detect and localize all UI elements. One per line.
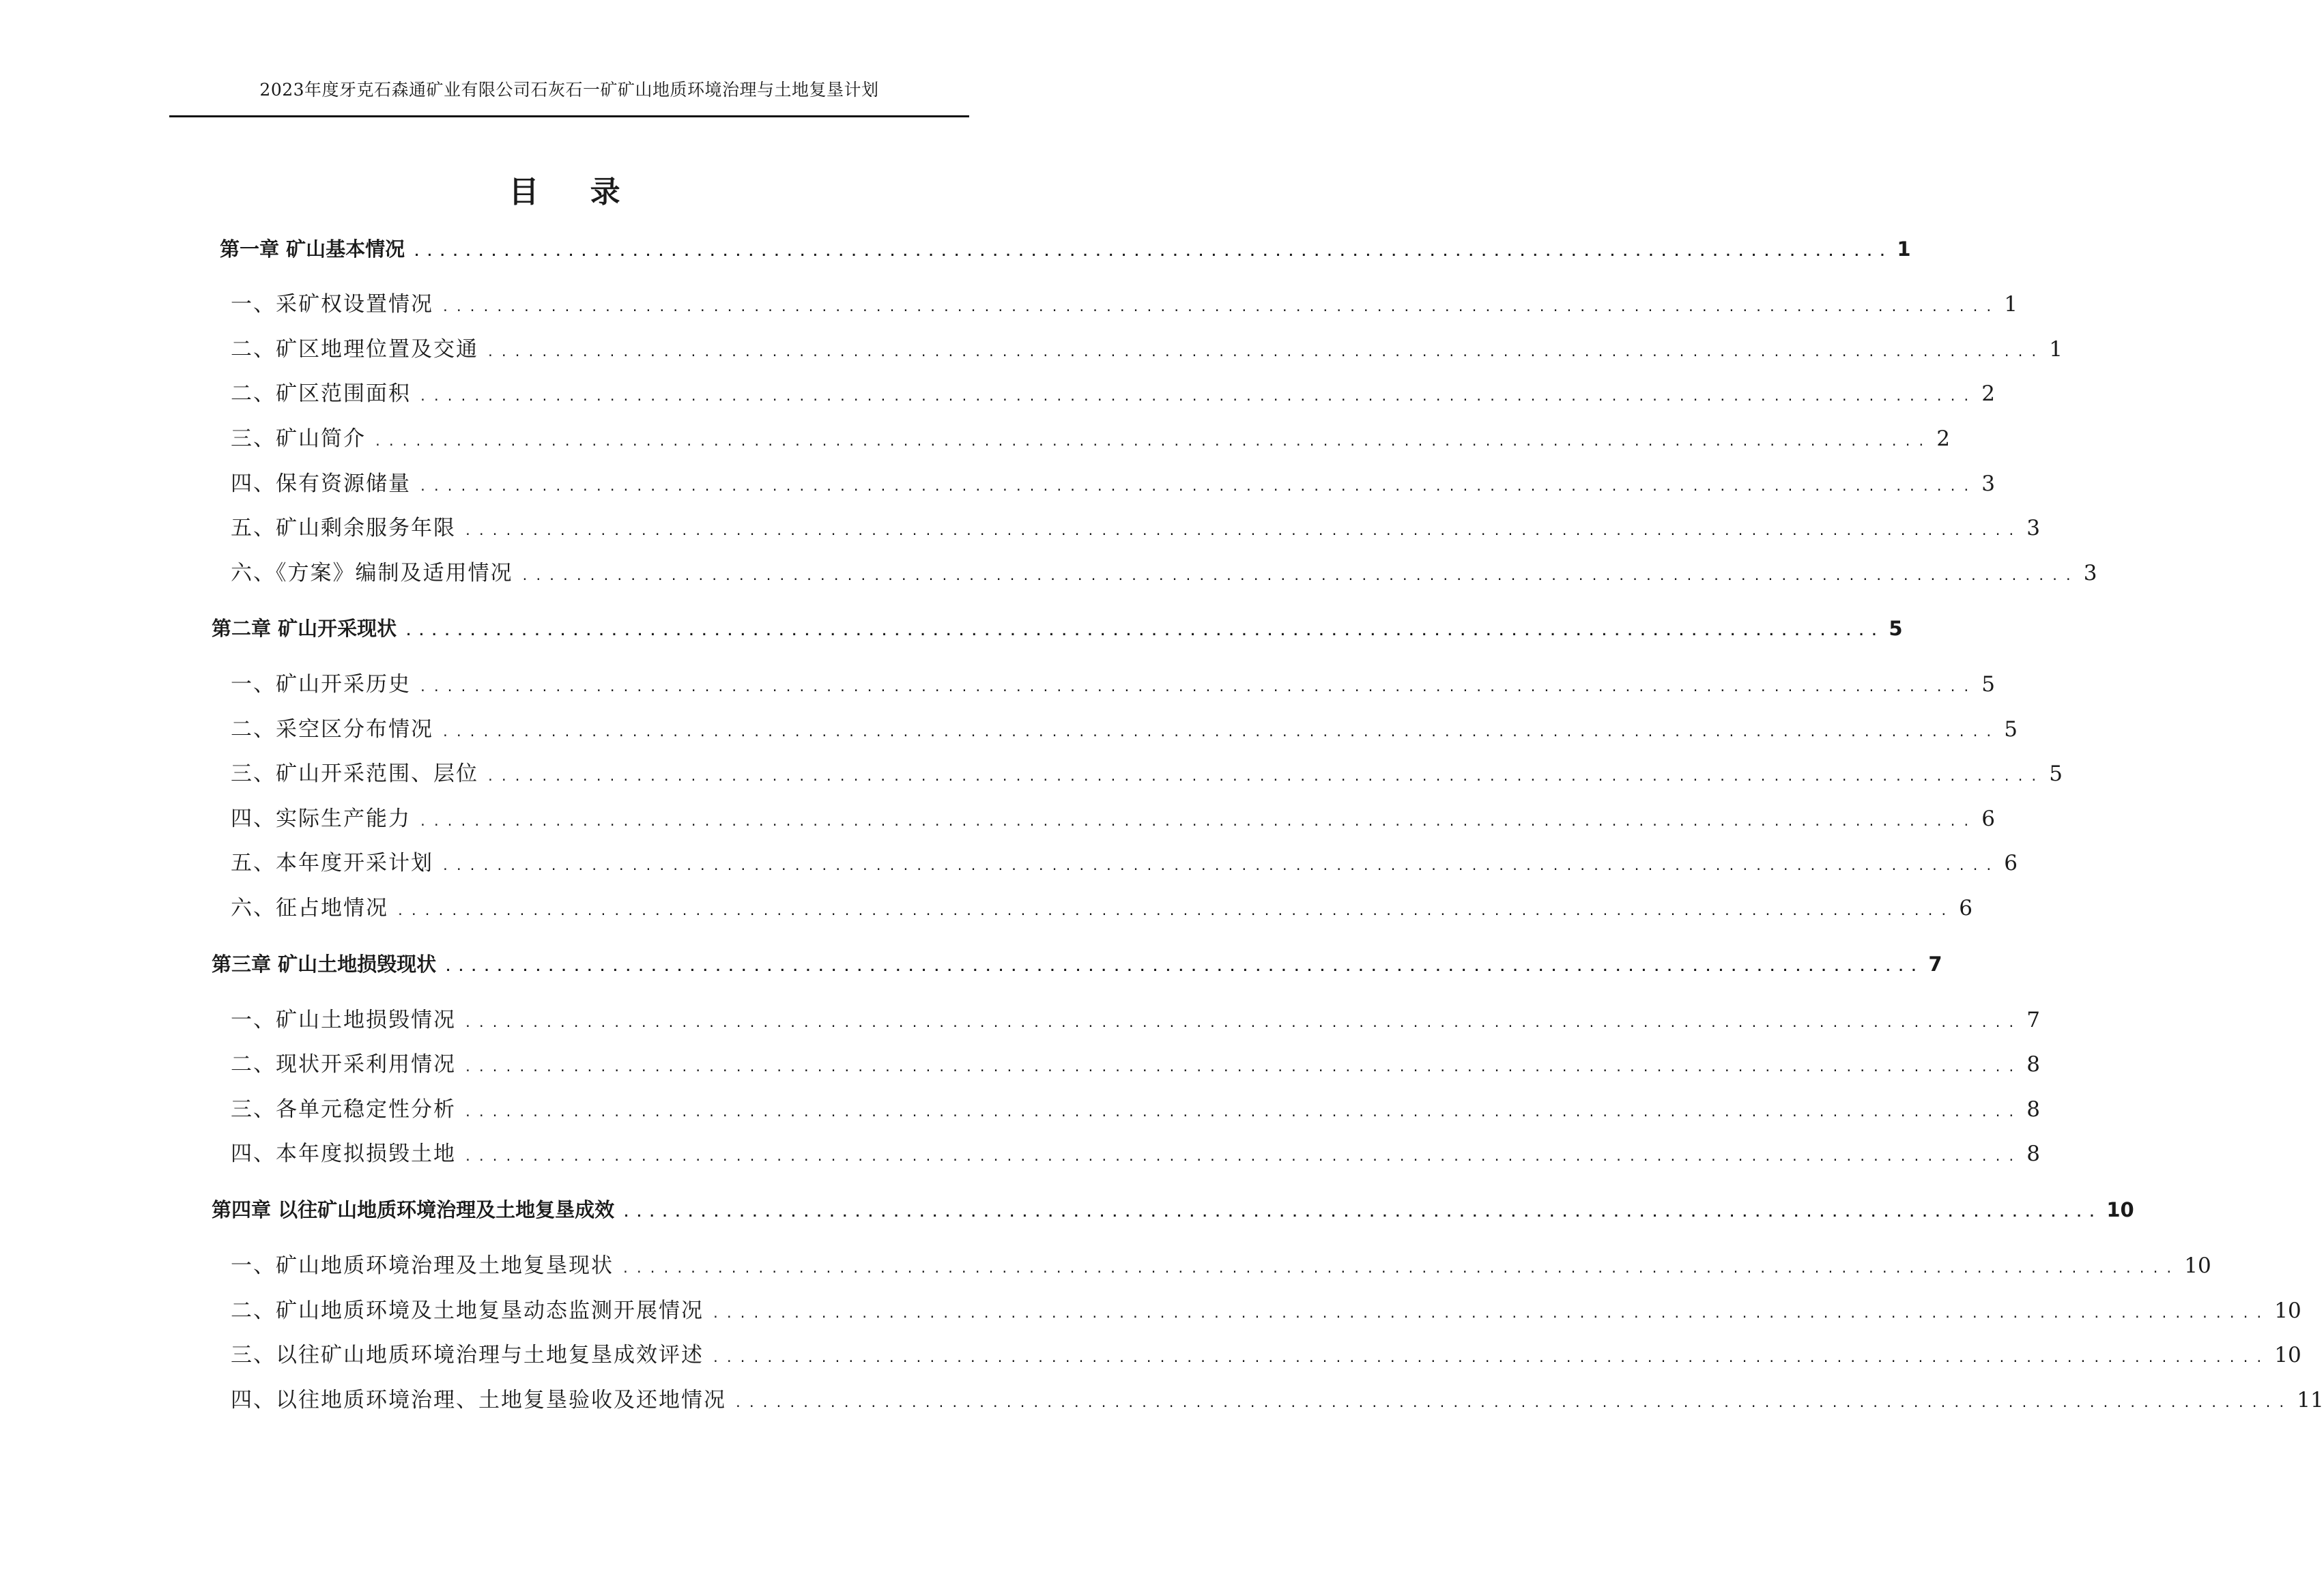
dot-leader: ................................................................................................................... xyxy=(374,435,1932,449)
dot-leader: ................................................................................................................... xyxy=(464,1150,2022,1164)
toc-section[interactable] xyxy=(231,1139,2040,1169)
toc-entry-label: 五、矿山剩余服务年限 xyxy=(231,516,456,540)
toc-section[interactable] xyxy=(231,893,1972,923)
toc-page-number: 3 xyxy=(2026,516,2040,540)
toc-entry-label: 六、《方案》编制及适用情况 xyxy=(231,561,513,585)
toc-page-number: 8 xyxy=(2026,1142,2040,1166)
toc-section[interactable] xyxy=(231,669,1995,699)
dot-leader: ................................................................................................................... xyxy=(734,1396,2292,1410)
toc-section[interactable] xyxy=(231,848,2018,878)
dot-leader: ................................................................................................................... xyxy=(442,859,1999,873)
dot-leader: ................................................................................................................... xyxy=(487,770,2044,784)
toc-entry-label: 四、本年度拟损毁土地 xyxy=(231,1142,456,1166)
toc-title: 目 录 xyxy=(508,175,641,209)
toc-page-number: 7 xyxy=(2026,1008,2040,1032)
toc-section[interactable] xyxy=(231,1094,2040,1125)
toc-entry-label: 一、矿山开采历史 xyxy=(231,672,411,697)
toc-section[interactable] xyxy=(231,289,2018,319)
toc-page-number: 1 xyxy=(1897,237,1911,261)
toc-entry-label: 三、各单元稳定性分析 xyxy=(231,1097,456,1122)
toc-page-number: 6 xyxy=(1981,807,1995,831)
toc-section[interactable] xyxy=(231,1049,2040,1079)
toc-entry-label: 二、现状开采利用情况 xyxy=(231,1052,456,1077)
toc-entry-label: 一、矿山地质环境治理及土地复垦现状 xyxy=(231,1253,614,1278)
toc-section[interactable] xyxy=(231,1296,2301,1326)
toc-entry-label: 三、矿山简介 xyxy=(231,426,366,451)
dot-leader: ................................................................................................................... xyxy=(487,345,2044,360)
toc-entry-label: 三、以往矿山地质环境治理与土地复垦成效评述 xyxy=(231,1343,704,1367)
toc-page-number: 1 xyxy=(2049,337,2063,362)
toc-page-number: 1 xyxy=(2004,292,2018,317)
dot-leader: ................................................................................................................... xyxy=(622,1262,2179,1276)
toc-section[interactable] xyxy=(231,1251,2211,1281)
toc-entry-label: 三、矿山开采范围、层位 xyxy=(231,761,478,786)
toc-page-number: 3 xyxy=(2083,561,2097,585)
toc-section[interactable] xyxy=(231,759,2063,789)
toc-section[interactable] xyxy=(231,558,2097,588)
toc-page-number: 2 xyxy=(1936,426,1950,451)
toc-section[interactable] xyxy=(231,714,2018,744)
toc-entry-label: 二、矿区地理位置及交通 xyxy=(231,337,478,362)
dot-leader: ................................................................................................................... xyxy=(442,725,1999,740)
toc-entry-label: 五、本年度开采计划 xyxy=(231,851,433,875)
dot-leader: ................................................................................................................... xyxy=(397,904,1954,918)
toc-page-number: 10 xyxy=(2274,1298,2301,1323)
dot-leader: ................................................................................................................... xyxy=(464,524,2022,538)
toc-page-number: 5 xyxy=(1981,672,1995,697)
toc-page-number: 8 xyxy=(2026,1052,2040,1077)
dot-leader: ................................................................................................................... xyxy=(419,680,1977,695)
toc-section[interactable] xyxy=(231,1005,2040,1035)
toc-entry-label: 第三章 矿山土地损毁现状 xyxy=(212,953,437,976)
toc-chapter-2[interactable] xyxy=(212,613,1903,643)
dot-leader: ................................................................................................................... xyxy=(712,1351,2269,1365)
toc-chapter-1[interactable] xyxy=(220,234,1911,264)
dot-leader: ................................................................................................................... xyxy=(442,300,1999,315)
toc-page-number: 6 xyxy=(2004,851,2018,875)
toc-section[interactable] xyxy=(231,804,1995,834)
toc-entry-label: 二、采空区分布情况 xyxy=(231,717,433,742)
dot-leader: ................................................................................................................... xyxy=(419,480,1977,494)
toc-entry-label: 一、矿山土地损毁情况 xyxy=(231,1008,456,1032)
toc-section[interactable] xyxy=(231,1340,2301,1370)
dot-leader: ................................................................................................................... xyxy=(419,390,1977,404)
toc-entry-label: 四、实际生产能力 xyxy=(231,807,411,831)
dot-leader: ................................................................................................................... xyxy=(444,960,1923,974)
toc-page-number: 2 xyxy=(1981,381,1995,406)
dot-leader: ................................................................................................................... xyxy=(521,569,2078,583)
toc-entry-label: 第一章 矿山基本情况 xyxy=(220,237,405,261)
toc-section[interactable] xyxy=(231,424,1950,454)
toc-page-number: 10 xyxy=(2274,1343,2301,1367)
toc-entry-label: 四、保有资源储量 xyxy=(231,471,411,496)
toc-page-number: 7 xyxy=(1928,953,1942,976)
toc-section[interactable] xyxy=(231,379,1995,409)
dot-leader: ................................................................................................................... xyxy=(413,245,1892,259)
toc-entry-label: 四、以往地质环境治理、土地复垦验收及还地情况 xyxy=(231,1388,726,1412)
toc-page-number: 5 xyxy=(2049,761,2063,786)
toc-entry-label: 第四章 以往矿山地质环境治理及土地复垦成效 xyxy=(212,1198,615,1221)
dot-leader: ................................................................................................................... xyxy=(622,1206,2101,1220)
dot-leader: ................................................................................................................... xyxy=(712,1307,2269,1321)
toc-entry-label: 二、矿山地质环境及土地复垦动态监测开展情况 xyxy=(231,1298,704,1323)
toc-entry-label: 六、征占地情况 xyxy=(231,896,388,920)
toc-page-number: 10 xyxy=(2106,1198,2134,1221)
running-header: 2023年度牙克石森通矿业有限公司石灰石一矿矿山地质环境治理与土地复垦计划 xyxy=(259,80,879,100)
toc-section[interactable] xyxy=(231,334,2063,364)
toc-chapter-4[interactable] xyxy=(212,1195,2134,1225)
dot-leader: ................................................................................................................... xyxy=(419,815,1977,829)
toc-page-number: 6 xyxy=(1959,896,1972,920)
toc-page-number: 5 xyxy=(2004,717,2018,742)
toc-entry-label: 第二章 矿山开采现状 xyxy=(212,617,397,640)
toc-page-number: 10 xyxy=(2184,1253,2211,1278)
toc-page-number: 3 xyxy=(1981,471,1995,496)
toc-entry-label: 二、矿区范围面积 xyxy=(231,381,411,406)
toc-section[interactable] xyxy=(231,1385,2324,1415)
toc-entry-label: 一、采矿权设置情况 xyxy=(231,292,433,317)
toc-page-number: 11 xyxy=(2297,1388,2324,1412)
toc-chapter-3[interactable] xyxy=(212,949,1942,979)
dot-leader: ................................................................................................................... xyxy=(464,1060,2022,1075)
toc-section[interactable] xyxy=(231,469,1995,499)
dot-leader: ................................................................................................................... xyxy=(405,624,1884,639)
dot-leader: ................................................................................................................... xyxy=(464,1105,2022,1120)
toc-section[interactable] xyxy=(231,513,2040,543)
dot-leader: ................................................................................................................... xyxy=(464,1016,2022,1030)
toc-page-number: 8 xyxy=(2026,1097,2040,1122)
toc-page-number: 5 xyxy=(1889,617,1903,640)
